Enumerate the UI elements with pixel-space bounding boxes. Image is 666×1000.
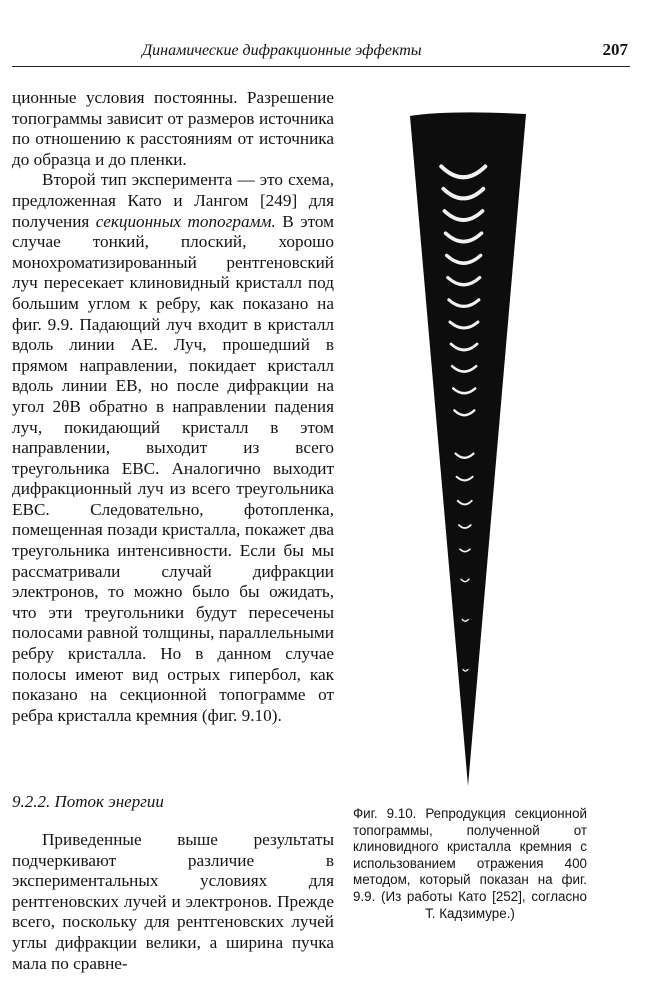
page-number: 207 — [602, 40, 628, 59]
wedge-shape — [410, 112, 526, 786]
paragraph-section-topography — [12, 170, 334, 726]
topograph-image — [408, 110, 528, 790]
figure-caption — [353, 806, 587, 922]
running-title: Динамические дифракционные эффекты — [142, 42, 422, 59]
running-header — [12, 40, 630, 67]
caption-text: Фиг. 9.10. Репродукция секционной топограммы, полученной от клиновидного кристалла кремния с использованием отражения 400 методом, который показан на фиг. 9.9. (Из работы Като [252], согласно Т. Кадзимуре.) — [353, 806, 587, 921]
emphasized-term: секционных топограмм. — [95, 211, 276, 231]
section-body — [12, 830, 334, 974]
section-topograph-figure — [408, 110, 528, 790]
paragraph-continuation: ционные условия постоянны. Разрешение топограммы зависит от размеров источника по отношению к расстояниям от источника до образца и до пленки. — [12, 88, 334, 169]
paragraph-text-start: Второй тип эксперимента — это схема, предложенная Като и Лангом [249] для получения — [12, 170, 334, 231]
body-text — [12, 88, 334, 726]
section-paragraph: Приведенные выше результаты подчеркивают различие в экспериментальных условиях для рентгеновских лучей и электронов. Прежде всего, поскольку для рентгеновских лучей углы дифракции велики, а ширина пучка мала по сравне- — [12, 830, 334, 973]
section-heading: 9.2.2. Поток энергии — [12, 792, 164, 811]
paragraph-text-end: В этом случае тонкий, плоский, хорошо монохроматизированный рентгеновский луч пересекает клиновидный кристалл под большим углом к ребру, как показано на фиг. 9.9. Падающий луч входит в кристалл вдоль линии AE. Луч, прошедший в прямом направлении, покидает кристалл вдоль линии EB, но после дифракции на угол 2θB обратно в направлении падения луч, покидающий кристалл в этом направлении, выходит из всего треугольника EBC. Аналогично выходит дифракционный луч из всего треугольника EBC. Следовательно, фотопленка, помещенная позади кристалла, покажет два треугольника интенсивности. Если бы мы рассматривали случай дифракции электронов, то можно было бы ожидать, что эти треугольники будут пересечены полосами равной толщины, параллельными ребру кристалла. Но в данном случае полосы имеют вид острых гипербол, как показано на секционной топограмме от ребра кристалла кремния (фиг. 9.10). — [12, 211, 335, 725]
